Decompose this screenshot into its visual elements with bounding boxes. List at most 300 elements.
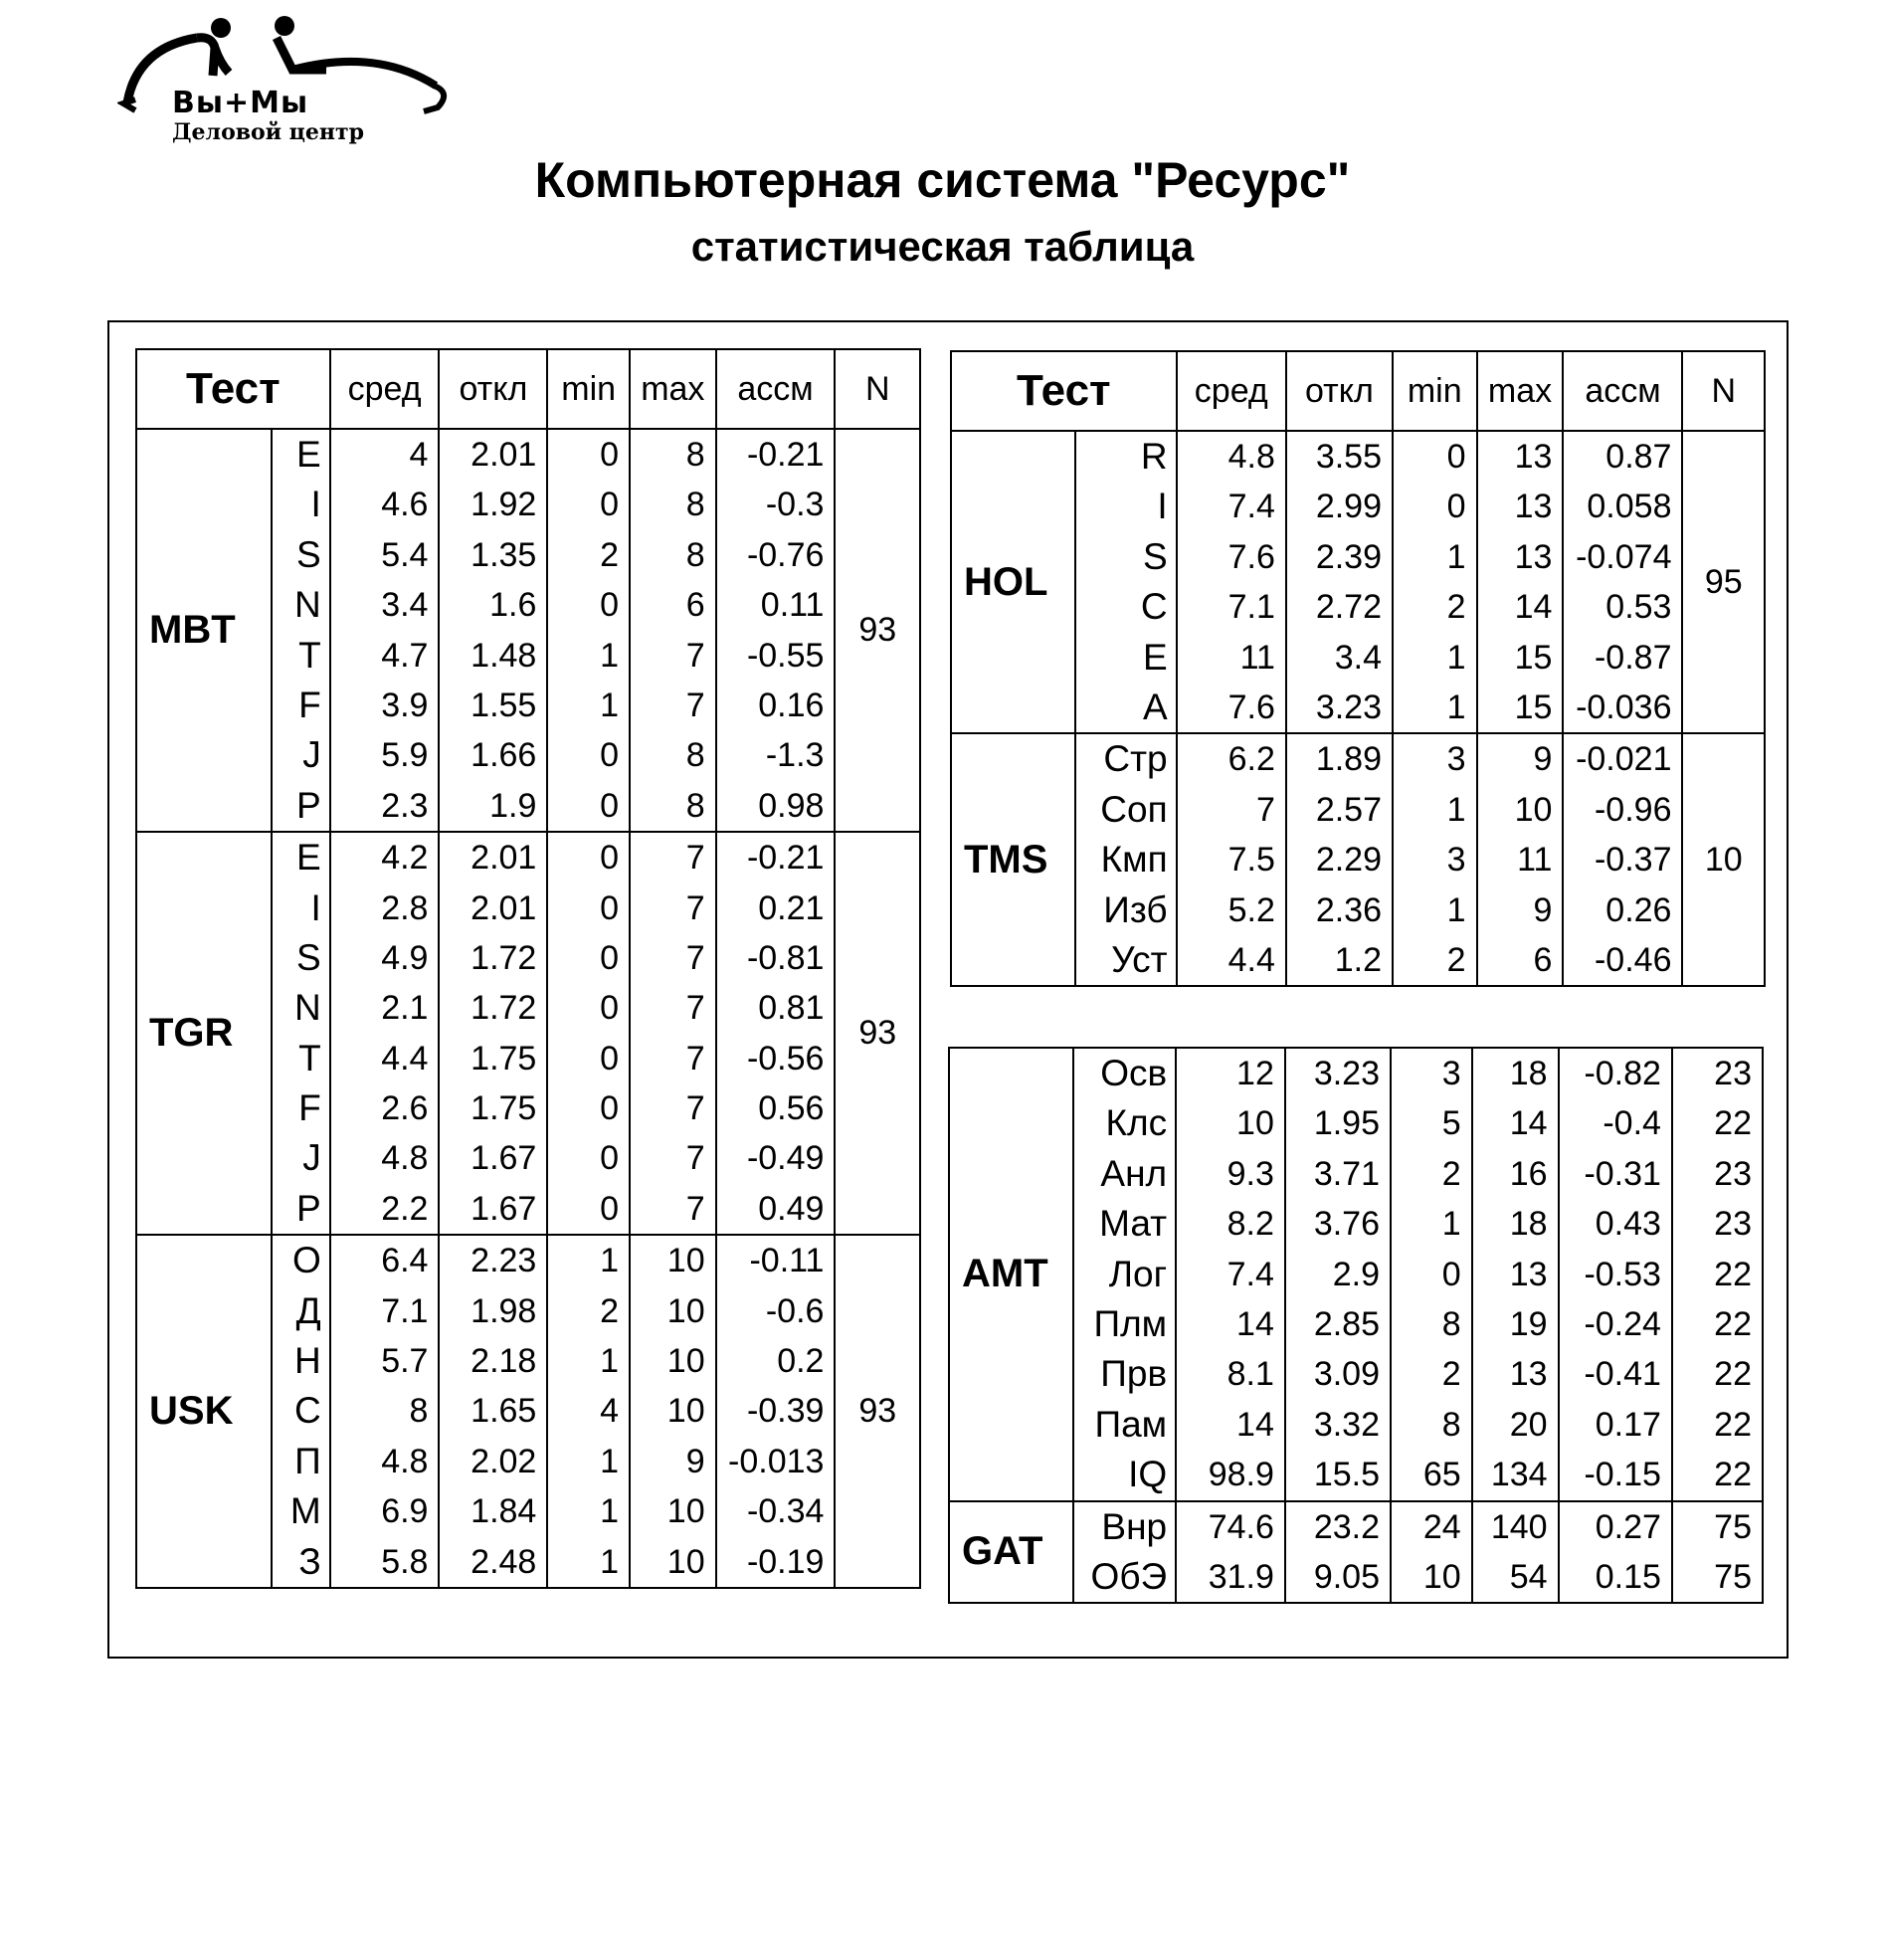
column-header: min <box>1393 351 1477 431</box>
cell-value: -0.37 <box>1594 841 1672 880</box>
cell-value: 2.9 <box>1332 1255 1381 1293</box>
cell-value: 3.23 <box>1315 687 1382 726</box>
min-values <box>1393 733 1477 986</box>
mean-values <box>330 1235 440 1588</box>
cell-value: 1.72 <box>471 938 537 977</box>
cell-value: 2.99 <box>1315 488 1382 526</box>
cell-value: 14 <box>1514 588 1553 627</box>
max-values <box>630 1235 716 1588</box>
cell-value: Изб <box>1103 888 1168 930</box>
cell-value: 23 <box>1714 1055 1752 1092</box>
cell-value: -1.3 <box>765 736 825 775</box>
cell-value: 0.26 <box>1605 890 1672 929</box>
min-values <box>1393 431 1477 733</box>
cell-value: 8 <box>685 736 705 775</box>
cell-value: -0.21 <box>746 436 825 474</box>
stats-table-right-top <box>950 350 1766 987</box>
cell-value: Плм <box>1093 1302 1168 1344</box>
cell-value: 6 <box>685 586 705 625</box>
cell-value: 4 <box>600 1392 619 1431</box>
cell-value: 2.48 <box>471 1542 537 1581</box>
cell-value: 3.9 <box>381 686 429 724</box>
group-name: MBT <box>136 429 272 832</box>
cell-value: 8 <box>685 436 705 474</box>
cell-value: Внр <box>1101 1505 1168 1547</box>
column-header: сред <box>1177 351 1286 431</box>
cell-value: 5 <box>1441 1104 1461 1143</box>
column-header: Тест <box>136 349 330 429</box>
cell-value: 9 <box>1533 740 1553 779</box>
cell-value: I <box>310 886 321 928</box>
cell-value: 18 <box>1509 1205 1548 1244</box>
cell-value: Пам <box>1094 1403 1168 1445</box>
cell-value: 0.17 <box>1595 1405 1661 1444</box>
cell-value: 22 <box>1714 1304 1752 1343</box>
cell-value: S <box>296 936 321 978</box>
cell-value: 1.6 <box>489 586 537 625</box>
cell-value: 1.84 <box>471 1492 537 1531</box>
cell-value: 0.15 <box>1595 1557 1661 1596</box>
n-value: 93 <box>835 429 920 832</box>
cell-value: 13 <box>1509 1355 1548 1394</box>
cell-value: 3.4 <box>1334 638 1382 677</box>
cell-value: 7 <box>685 888 705 927</box>
cell-value: -0.074 <box>1576 537 1672 576</box>
cell-value: 1.2 <box>1334 940 1382 979</box>
cell-value: 0 <box>600 786 619 825</box>
sd-values <box>439 429 547 832</box>
cell-value: 0 <box>600 586 619 625</box>
n-value: 10 <box>1682 733 1765 986</box>
min-values <box>1391 1048 1472 1501</box>
column-header: max <box>1477 351 1564 431</box>
cell-value: 0.058 <box>1587 488 1672 526</box>
cell-value: 6.4 <box>381 1242 429 1280</box>
cell-value: -0.21 <box>746 839 825 878</box>
cell-value: -0.4 <box>1602 1104 1661 1143</box>
cell-value: 2 <box>1446 940 1466 979</box>
sd-values <box>1285 1501 1391 1604</box>
cell-value: 0.87 <box>1605 438 1672 476</box>
cell-value: C <box>1140 586 1168 628</box>
group-row <box>136 429 920 832</box>
cell-value: 3 <box>1441 1055 1461 1092</box>
cell-value: 10 <box>666 1492 705 1531</box>
cell-value: 4.8 <box>1227 438 1275 476</box>
cell-value: 6.2 <box>1227 740 1275 779</box>
column-header: откл <box>1286 351 1393 431</box>
cell-value: 1.9 <box>489 786 537 825</box>
cell-value: 10 <box>1514 790 1553 829</box>
cell-value: 4.8 <box>381 1139 429 1178</box>
asym-values <box>716 1235 836 1588</box>
cell-value: F <box>298 684 321 725</box>
cell-value: 2.1 <box>381 989 429 1028</box>
max-values <box>1477 431 1564 733</box>
cell-value: 13 <box>1509 1255 1548 1293</box>
cell-value: 10 <box>666 1291 705 1330</box>
cell-value: 74.6 <box>1208 1507 1274 1546</box>
cell-value: 8 <box>409 1392 429 1431</box>
cell-value: 4.9 <box>381 938 429 977</box>
cell-value: Стр <box>1103 738 1168 780</box>
cell-value: -0.96 <box>1594 790 1672 829</box>
mean-values <box>330 429 440 832</box>
sd-values <box>1286 733 1393 986</box>
cell-value: 11 <box>1239 638 1275 677</box>
cell-value: -0.46 <box>1594 940 1672 979</box>
cell-value: 7 <box>685 1039 705 1078</box>
cell-value: 7.5 <box>1227 841 1275 880</box>
cell-value: 12 <box>1236 1055 1274 1092</box>
cell-value: A <box>1142 686 1168 727</box>
cell-value: 1 <box>600 1242 619 1280</box>
column-header: сред <box>330 349 440 429</box>
cell-value: -0.82 <box>1584 1055 1661 1092</box>
cell-value: 0 <box>600 839 619 878</box>
cell-value: 3.32 <box>1313 1405 1381 1444</box>
cell-value: 9.3 <box>1226 1154 1274 1193</box>
cell-value: F <box>298 1087 321 1129</box>
cell-value: Мат <box>1099 1203 1168 1245</box>
group-name: HOL <box>951 431 1075 733</box>
n-values <box>1672 1048 1763 1501</box>
cell-value: П <box>294 1440 321 1481</box>
cell-value: 5.7 <box>381 1342 429 1381</box>
min-values <box>547 1235 630 1588</box>
cell-value: 7.1 <box>381 1291 429 1330</box>
cell-value: S <box>296 533 321 575</box>
cell-value: 0.43 <box>1595 1205 1661 1244</box>
cell-value: 8 <box>685 535 705 574</box>
cell-value: 1.75 <box>471 1039 537 1078</box>
asym-values <box>1563 733 1682 986</box>
max-values <box>630 429 716 832</box>
scale-labels <box>272 429 330 832</box>
min-values <box>1391 1501 1472 1604</box>
cell-value: P <box>296 1187 321 1229</box>
cell-value: 13 <box>1514 438 1553 476</box>
cell-value: 0.27 <box>1595 1507 1661 1546</box>
cell-value: 7.4 <box>1226 1255 1274 1293</box>
cell-value: 4 <box>409 436 429 474</box>
column-header: N <box>1682 351 1765 431</box>
cell-value: 0.98 <box>758 786 825 825</box>
cell-value: 22 <box>1714 1104 1752 1143</box>
cell-value: 1 <box>600 1442 619 1480</box>
cell-value: 8 <box>1441 1304 1461 1343</box>
cell-value: -0.81 <box>746 938 825 977</box>
cell-value: 0 <box>1446 488 1466 526</box>
cell-value: 5.4 <box>381 535 429 574</box>
cell-value: 0.56 <box>758 1089 825 1128</box>
cell-value: 8 <box>685 786 705 825</box>
cell-value: 1 <box>600 1542 619 1581</box>
cell-value: I <box>1157 486 1168 527</box>
cell-value: 23.2 <box>1313 1507 1381 1546</box>
cell-value: М <box>289 1490 321 1532</box>
scale-labels <box>272 1235 330 1588</box>
sd-values <box>1285 1048 1391 1501</box>
cell-value: 1.67 <box>471 1189 537 1228</box>
cell-value: 10 <box>666 1242 705 1280</box>
cell-value: 4.4 <box>1227 940 1275 979</box>
cell-value: 7 <box>685 1189 705 1228</box>
cell-value: 2 <box>1441 1154 1461 1193</box>
cell-value: -0.021 <box>1576 740 1672 779</box>
cell-value: 2.85 <box>1313 1304 1381 1343</box>
cell-value: 2.02 <box>471 1442 537 1480</box>
cell-value: 3.23 <box>1313 1055 1381 1092</box>
cell-value: 8.1 <box>1226 1355 1274 1394</box>
cell-value: R <box>1140 436 1168 477</box>
max-values <box>1472 1501 1559 1604</box>
mean-values <box>1177 733 1286 986</box>
cell-value: 0 <box>600 938 619 977</box>
n-value: 95 <box>1682 431 1765 733</box>
cell-value: 5.8 <box>381 1542 429 1581</box>
cell-value: E <box>296 837 321 879</box>
logo-subtitle: Деловой центр <box>172 119 365 145</box>
cell-value: 0.2 <box>777 1342 825 1381</box>
cell-value: 9 <box>1533 890 1553 929</box>
cell-value: 0.11 <box>760 586 825 625</box>
group-name: TMS <box>951 733 1075 986</box>
cell-value: 1.48 <box>471 636 537 675</box>
cell-value: -0.34 <box>746 1492 825 1531</box>
cell-value: 1.67 <box>471 1139 537 1178</box>
mean-values <box>1176 1501 1285 1604</box>
cell-value: 8 <box>1441 1405 1461 1444</box>
cell-value: 7 <box>685 636 705 675</box>
cell-value: 1 <box>600 1492 619 1531</box>
cell-value: 2.39 <box>1315 537 1382 576</box>
cell-value: 0 <box>600 1089 619 1128</box>
cell-value: 10 <box>666 1392 705 1431</box>
cell-value: 22 <box>1714 1255 1752 1293</box>
cell-value: Д <box>295 1289 321 1331</box>
cell-value: 65 <box>1422 1456 1461 1494</box>
cell-value: T <box>298 634 321 676</box>
cell-value: -0.24 <box>1584 1304 1661 1343</box>
cell-value: 7.6 <box>1227 687 1275 726</box>
asym-values <box>716 832 836 1235</box>
cell-value: 2.8 <box>381 888 429 927</box>
cell-value: 3.4 <box>381 586 429 625</box>
cell-value: З <box>298 1540 321 1582</box>
cell-value: 18 <box>1509 1055 1548 1092</box>
cell-value: 14 <box>1236 1405 1274 1444</box>
cell-value: S <box>1142 535 1168 577</box>
cell-value: 1 <box>1446 890 1466 929</box>
cell-value: 1.55 <box>471 686 537 724</box>
cell-value: -0.013 <box>728 1442 825 1480</box>
cell-value: 11 <box>1517 841 1553 880</box>
group-row <box>951 733 1765 986</box>
logo <box>117 8 456 152</box>
scale-labels <box>1073 1048 1176 1501</box>
column-header: N <box>835 349 920 429</box>
cell-value: Лог <box>1108 1253 1168 1294</box>
cell-value: -0.53 <box>1584 1255 1661 1293</box>
cell-value: 7 <box>685 989 705 1028</box>
asym-values <box>716 429 836 832</box>
cell-value: 15 <box>1514 687 1553 726</box>
cell-value: 2.01 <box>471 436 537 474</box>
scale-labels <box>272 832 330 1235</box>
cell-value: 0.53 <box>1605 588 1672 627</box>
cell-value: 7 <box>685 938 705 977</box>
cell-value: 3 <box>1446 841 1466 880</box>
cell-value: Клс <box>1105 1102 1168 1144</box>
cell-value: 10 <box>666 1342 705 1381</box>
cell-value: 24 <box>1422 1507 1461 1546</box>
cell-value: 1.66 <box>471 736 537 775</box>
cell-value: 4.8 <box>381 1442 429 1480</box>
cell-value: T <box>298 1037 321 1078</box>
group-name: AMT <box>949 1048 1073 1501</box>
column-header: min <box>547 349 630 429</box>
cell-value: 0 <box>600 736 619 775</box>
page-subtitle: статистическая таблица <box>690 223 1195 270</box>
cell-value: 23 <box>1714 1205 1752 1244</box>
group-row <box>951 431 1765 733</box>
cell-value: 3 <box>1446 740 1466 779</box>
cell-value: 5.2 <box>1227 890 1275 929</box>
cell-value: 0 <box>600 888 619 927</box>
scale-labels <box>1075 431 1177 733</box>
mean-values <box>1176 1048 1285 1501</box>
cell-value: 2.23 <box>471 1242 537 1280</box>
cell-value: P <box>296 784 321 826</box>
asym-values <box>1563 431 1682 733</box>
n-value: 93 <box>835 832 920 1235</box>
cell-value: 7 <box>1255 790 1275 829</box>
cell-value: 1.95 <box>1313 1104 1381 1143</box>
cell-value: 13 <box>1514 537 1553 576</box>
column-header: max <box>630 349 716 429</box>
cell-value: -0.55 <box>746 636 825 675</box>
cell-value: 10 <box>1236 1104 1274 1143</box>
cell-value: -0.87 <box>1594 638 1672 677</box>
cell-value: 16 <box>1509 1154 1548 1193</box>
cell-value: 15 <box>1514 638 1553 677</box>
cell-value: E <box>1142 636 1168 678</box>
header-row <box>136 349 920 429</box>
cell-value: 98.9 <box>1208 1456 1274 1494</box>
cell-value: I <box>310 484 321 525</box>
cell-value: 20 <box>1509 1405 1548 1444</box>
cell-value: 140 <box>1490 1507 1548 1546</box>
column-header: ассм <box>716 349 836 429</box>
cell-value: 2.01 <box>471 888 537 927</box>
cell-value: 13 <box>1514 488 1553 526</box>
cell-value: Кмп <box>1100 839 1168 881</box>
cell-value: 3.09 <box>1313 1355 1381 1394</box>
cell-value: Соп <box>1100 788 1168 830</box>
group-row <box>136 832 920 1235</box>
scale-labels <box>1075 733 1177 986</box>
page-title: Компьютерная система "Ресурс" <box>534 152 1351 208</box>
cell-value: 1 <box>1446 537 1466 576</box>
cell-value: 2.72 <box>1315 588 1382 627</box>
scale-labels <box>1073 1501 1176 1604</box>
cell-value: 0 <box>600 1139 619 1178</box>
mean-values <box>330 832 440 1235</box>
cell-value: 7 <box>685 1139 705 1178</box>
n-values <box>1672 1501 1763 1604</box>
asym-values <box>1559 1048 1672 1501</box>
min-values <box>547 429 630 832</box>
cell-value: 1 <box>1446 790 1466 829</box>
stats-table-left <box>135 348 921 1589</box>
cell-value: 2 <box>1441 1355 1461 1394</box>
cell-value: 1 <box>600 1342 619 1381</box>
cell-value: -0.3 <box>765 486 825 524</box>
cell-value: 1.35 <box>471 535 537 574</box>
mean-values <box>1177 431 1286 733</box>
n-value: 93 <box>835 1235 920 1588</box>
cell-value: 4.2 <box>381 839 429 878</box>
cell-value: -0.19 <box>746 1542 825 1581</box>
cell-value: С <box>293 1390 321 1432</box>
cell-value: 3.71 <box>1313 1154 1381 1193</box>
cell-value: 7 <box>685 839 705 878</box>
cell-value: 2.2 <box>381 1189 429 1228</box>
cell-value: -0.39 <box>746 1392 825 1431</box>
cell-value: 1 <box>1446 638 1466 677</box>
cell-value: -0.11 <box>749 1242 825 1280</box>
cell-value: ОбЭ <box>1090 1555 1168 1597</box>
cell-value: 9.05 <box>1313 1557 1381 1596</box>
cell-value: 2.57 <box>1315 790 1382 829</box>
cell-value: 134 <box>1490 1456 1548 1494</box>
cell-value: -0.41 <box>1584 1355 1661 1394</box>
cell-value: 1.92 <box>471 486 537 524</box>
cell-value: 1 <box>600 636 619 675</box>
cell-value: 75 <box>1714 1557 1752 1596</box>
cell-value: 2.29 <box>1315 841 1382 880</box>
min-values <box>547 832 630 1235</box>
cell-value: 1 <box>1446 687 1466 726</box>
cell-value: 1.98 <box>471 1291 537 1330</box>
group-name: USK <box>136 1235 272 1588</box>
cell-value: 0 <box>600 1189 619 1228</box>
cell-value: 0 <box>1441 1255 1461 1293</box>
cell-value: 2.3 <box>381 786 429 825</box>
header-row <box>951 351 1765 431</box>
cell-value: 1 <box>600 686 619 724</box>
max-values <box>1472 1048 1559 1501</box>
cell-value: 0.21 <box>758 888 825 927</box>
cell-value: 75 <box>1714 1507 1752 1546</box>
sd-values <box>439 1235 547 1588</box>
cell-value: 6.9 <box>381 1492 429 1531</box>
cell-value: 4.6 <box>381 486 429 524</box>
cell-value: 1.72 <box>471 989 537 1028</box>
logo-wordmark: Вы+Мы <box>172 86 309 120</box>
cell-value: 23 <box>1714 1154 1752 1193</box>
cell-value: J <box>302 734 321 776</box>
cell-value: 0 <box>1446 438 1466 476</box>
cell-value: 2.18 <box>471 1342 537 1381</box>
cell-value: N <box>293 584 321 626</box>
cell-value: -0.49 <box>746 1139 825 1178</box>
cell-value: -0.76 <box>746 535 825 574</box>
asym-values <box>1559 1501 1672 1604</box>
cell-value: -0.56 <box>746 1039 825 1078</box>
cell-value: N <box>293 987 321 1029</box>
